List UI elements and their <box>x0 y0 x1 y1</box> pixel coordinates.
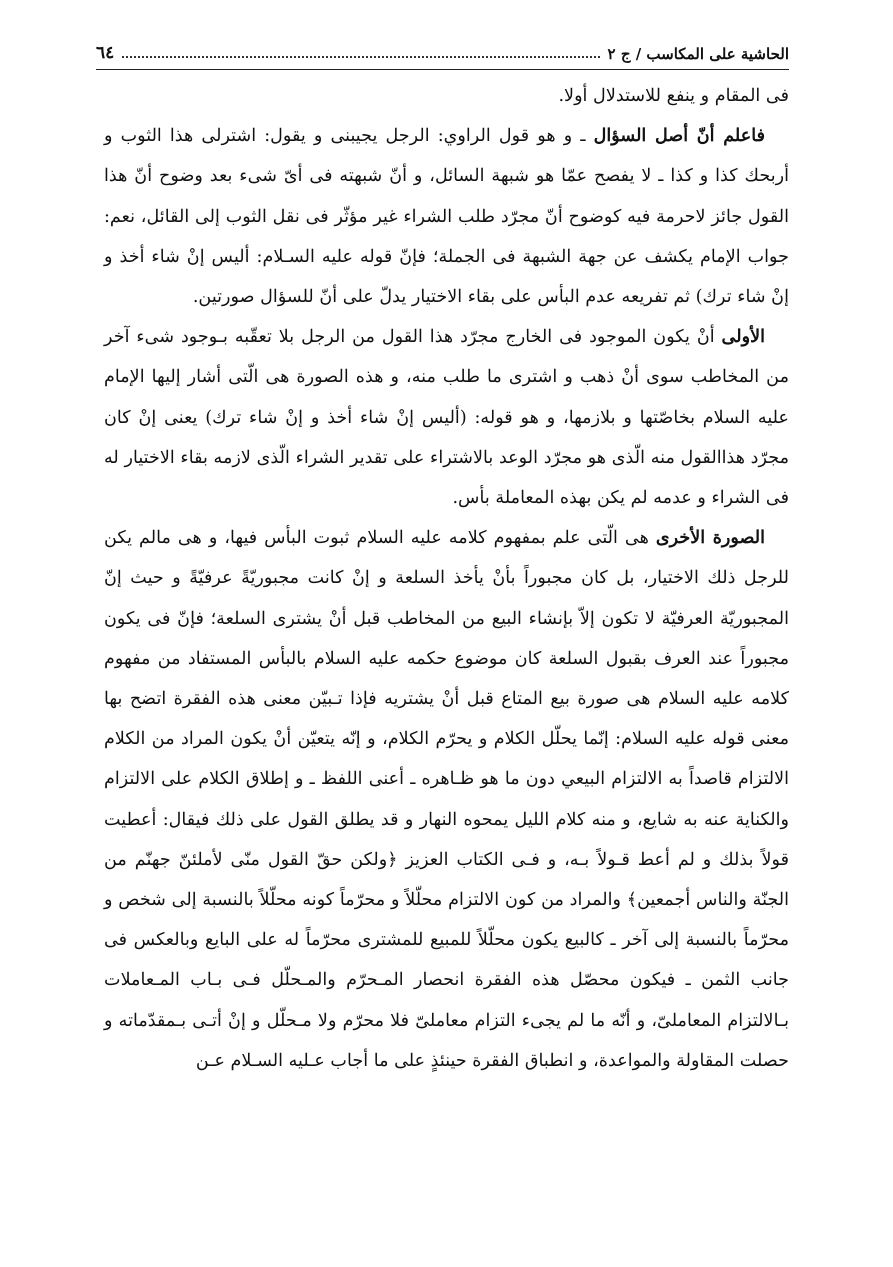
paragraph-3-text: أنْ يكون الموجود فى الخارج مجرّد هذا القول من الرجل بلا تعقّبه بـوجود شىء آخر من المخاطب سوى أنْ ذهب و اشترى ما طلب منه، و هذه الصورة هى الّتى أشار إليها الإمام عليه السلام بخاصّتها و بلازمها، و هو قوله: (أليس إنْ شاء أخذ و إنْ شاء ترك) يعنى إنْ كان مجرّد هذاالقول منه الّذى هو مجرّد الوعد بالاشتراء على تقدير الشراء الّذى لازمه بقاء الاختيار له فى الشراء و عدمه لم يكن بهذه المعاملة بأس. <box>104 327 789 509</box>
paragraph-2-text: ـ و هو قول الراوي: الرجل يجيبنى و يقول: اشترلى هذا الثوب و أربحك كذا و كذا ـ لا يفصح عمّا هو شبهة السائل، و أنّ شبهته فى أىّ شىء بعد وضوح أنّ هذا القول جائز لاحرمة فيه كوضوح أنّ مجرّد طلب الشراء غير مؤثّر فى نقل الثوب إلى القائل، نعم: جواب الإمام يكشف عن جهة الشبهة فى الجملة؛ فإنّ قوله عليه السـلام: أليس إنْ شاء أخذ و إنْ شاء ترك) ثم تفريعه عدم البأس على بقاء الاختيار يدلّ على أنّ للسؤال صورتين. <box>104 126 789 308</box>
paragraph-3-lead: الأولى <box>721 326 765 348</box>
paragraph-1-text: فى المقام و ينفع للاستدلال أولا. <box>558 86 789 106</box>
page-number: ٦٤ <box>96 43 115 63</box>
running-head: الحاشية على المكاسب / ج ٢ <box>607 45 789 63</box>
paragraph-1 <box>104 76 789 116</box>
paragraph-4-lead: الصورة الأخرى <box>655 527 765 549</box>
dotted-leader <box>122 55 599 58</box>
paragraph-4-text: هى الّتى علم بمفهوم كلامه عليه السلام ثبوت البأس فيها، و هى مالم يكن للرجل ذلك الاختيار، بل كان مجبوراً بأنْ يأخذ السلعة و إنْ كانت مجبوريّةً عرفيّةً و حيث إنّ المجبوريّة العرفيّة لا تكون إلاّ بإنشاء البيع من المخاطب قبل أنْ يشترى السلعة؛ فإنّ فى يكون مجبوراً عند العرف بقبول السلعة كان موضوع حكمه عليه السلام بالبأس المستفاد من مفهوم كلامه عليه السلام هى صورة بيع المتاع قبل أنْ يشتريه فإذا تـبيّن معنى هذه الفقرة اتضح بها معنى قوله عليه السلام: إنّما يحلّل الكلام و يحرّم الكلام، و إنّه يتعيّن أنْ يكون المراد من الكلام الالتزام قاصداً به الالتزام البيعي دون ما هو ظـاهره ـ أعنى اللفظ ـ و إطلاق الكلام على الالتزام والكناية عنه به شايع، و منه كلام الليل يمحوه النهار و قد يطلق القول على ذلك فيقال: أعطيت قولاً بذلك و لم أعط قـولاً بـه، و فـى الكتاب العزيز ﴿ولكن حقّ القول منّى لأملئنّ جهنّم من الجنّة والناس أجمعين﴾ والمراد من كون الالتزام محلّلاً و محرّماً كونه محلّلاً بالنسبة إلى شخص و محرّماً بالنسبة إلى آخر ـ كالبيع يكون محلّلاً للمبيع للمشترى محرّماً له على البايع وبالعكس فى جانب الثمن ـ فيكون محصّل هذه الفقرة انحصار المـحرّم والمـحلّل فـى بـاب المـعاملات بـالالتزام المعاملىّ، و أنّه ما لم يجىء التزام معاملىّ فلا محرّم ولا مـحلّل و إنْ أتـى بـمقدّماته و حصلت المقاولة والمواعدة، و انطباق الفقرة حينئذٍ على ما أجاب عـليه السـلام عـن <box>104 528 789 1071</box>
body-text <box>104 76 789 1081</box>
paragraph-2 <box>104 116 789 317</box>
paragraph-3 <box>104 317 789 518</box>
paragraph-4 <box>104 518 789 1081</box>
page-header <box>96 30 789 70</box>
paragraph-2-lead: فاعلم أنّ أصل السؤال <box>593 125 765 147</box>
